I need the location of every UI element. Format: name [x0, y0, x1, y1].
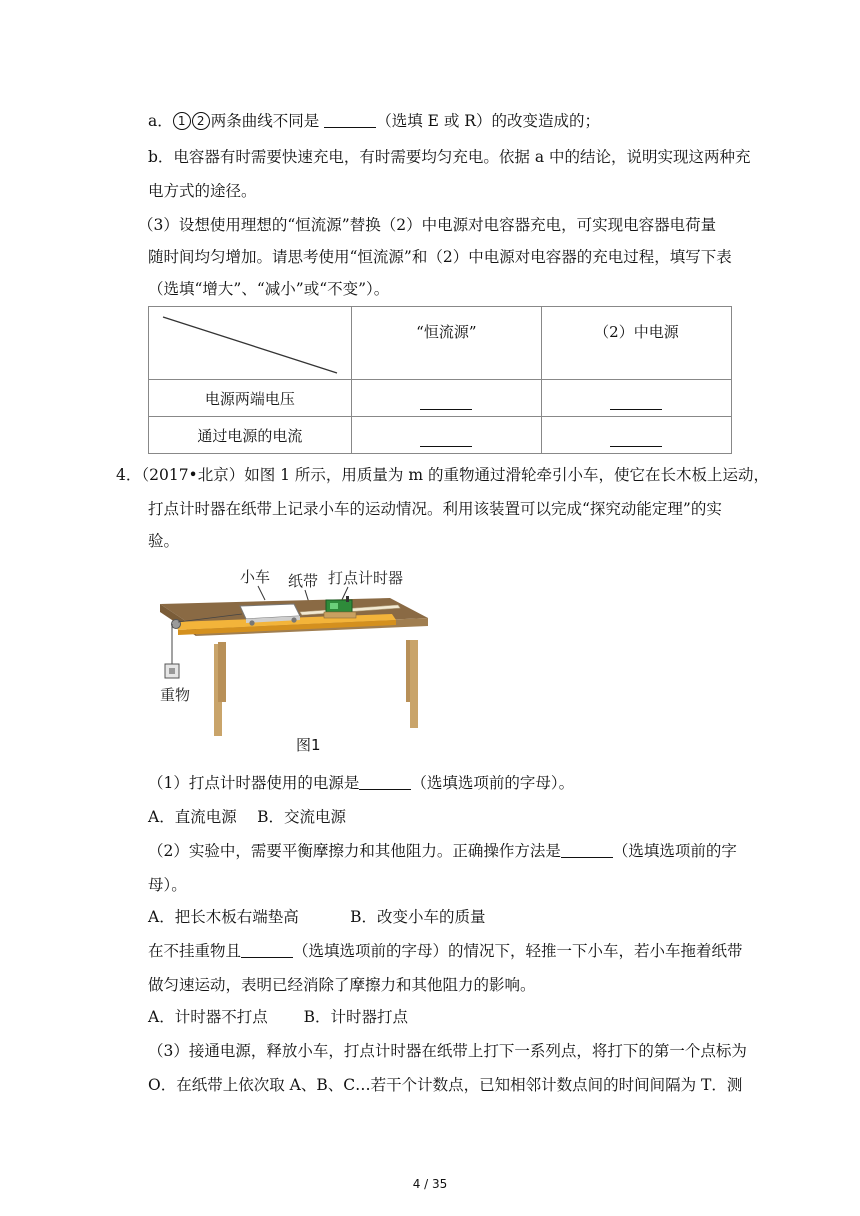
label-weight: 重物	[160, 686, 191, 704]
label-timer: 打点计时器	[328, 569, 404, 587]
sub-question-2-text-2: （选填选项前的字	[612, 842, 737, 860]
sub-question-3-line-1: （3）接通电源，释放小车，打点计时器在纸带上打下一系列点，将打下的第一个点标为	[148, 1042, 747, 1060]
table-cell-blank	[351, 417, 541, 454]
sub-question-2-line-1	[148, 840, 737, 862]
sub-question-2-line-3	[148, 940, 743, 962]
question-4-line-3: 验。	[148, 532, 180, 550]
table-cell-blank	[541, 417, 731, 454]
table-diagonal-cell	[149, 307, 352, 380]
sub-question-1-text: （1）打点计时器使用的电源是	[148, 774, 360, 792]
answer-blank	[610, 395, 662, 410]
line-b1: b．电容器有时需要快速充电，有时需要均匀充电。依据 a 中的结论，说明实现这两种充	[148, 148, 751, 166]
answer-blank	[324, 113, 376, 128]
diagonal-line	[149, 307, 352, 380]
answer-blank	[241, 943, 293, 958]
line-q3-1: （3）设想使用理想的“恒流源”替换（2）中电源对电容器充电，可实现电容器电荷量	[138, 216, 717, 234]
table-header-source-2: （2）中电源	[541, 307, 731, 380]
line-a-text: 两条曲线不同是	[210, 112, 325, 130]
sub-question-3-line-2: O．在纸带上依次取 A、B、C…若干个计数点，已知相邻计数点间的时间间隔为 T．测	[148, 1076, 743, 1094]
circled-number-2: 2	[192, 112, 210, 130]
sub-question-2-line-3-text: 在不挂重物且	[148, 942, 242, 960]
table-cell-blank	[351, 380, 541, 417]
sub-question-2-options-2: A．计时器不打点 B．计时器打点	[148, 1008, 409, 1026]
sub-question-1-text-2: （选填选项前的字母）。	[411, 774, 575, 792]
table-header-const-source: “恒流源”	[351, 307, 541, 380]
answer-blank	[610, 432, 662, 447]
answer-blank	[561, 843, 613, 858]
sub-question-1-options: A．直流电源 B．交流电源	[148, 808, 347, 826]
label-tape: 纸带	[288, 572, 319, 590]
answer-blank	[420, 395, 472, 410]
table-cell-blank	[541, 380, 731, 417]
answer-blank	[359, 775, 411, 790]
line-a-text-2: （选填 E 或 R）的改变造成的；	[376, 112, 600, 130]
sub-question-1	[148, 772, 574, 794]
sub-question-2-line-2: 母）。	[148, 876, 187, 894]
circled-number-1: 1	[173, 112, 191, 130]
line-a	[148, 110, 600, 132]
apparatus-illustration	[160, 562, 430, 762]
sub-question-2-text: （2）实验中，需要平衡摩擦力和其他阻力。正确操作方法是	[148, 842, 561, 860]
figure-caption: 图1	[296, 736, 321, 754]
answer-blank	[420, 432, 472, 447]
line-q3-3: （选填“增大”、“减小”或“不变”）。	[148, 280, 390, 298]
line-q3-2: 随时间均匀增加。请思考使用“恒流源”和（2）中电源对电容器的充电过程，填写下表	[148, 248, 732, 266]
sub-question-2-options: A．把长木板右端垫高 B．改变小车的质量	[148, 908, 486, 926]
table-row-current: 通过电源的电流	[149, 417, 352, 454]
table-row-voltage: 电源两端电压	[149, 380, 352, 417]
question-4-line-1: 4．（2017•北京）如图 1 所示，用质量为 m 的重物通过滑轮牵引小车，使它在长木板上运动，	[116, 466, 769, 484]
label-car: 小车	[240, 568, 271, 586]
sub-question-2-line-4: 做匀速运动，表明已经消除了摩擦力和其他阻力的影响。	[148, 976, 536, 994]
sub-question-2-line-3-text-2: （选填选项前的字母）的情况下，轻推一下小车，若小车拖着纸带	[293, 942, 743, 960]
question-4-line-2: 打点计时器在纸带上记录小车的运动情况。利用该装置可以完成“探究动能定理”的实	[148, 500, 722, 518]
answer-table	[148, 306, 732, 454]
item-label-a: a．	[148, 112, 173, 130]
page-number: 4 / 35	[412, 1177, 448, 1191]
line-b2: 电方式的途径。	[148, 182, 257, 200]
figure-1-apparatus	[160, 562, 430, 762]
